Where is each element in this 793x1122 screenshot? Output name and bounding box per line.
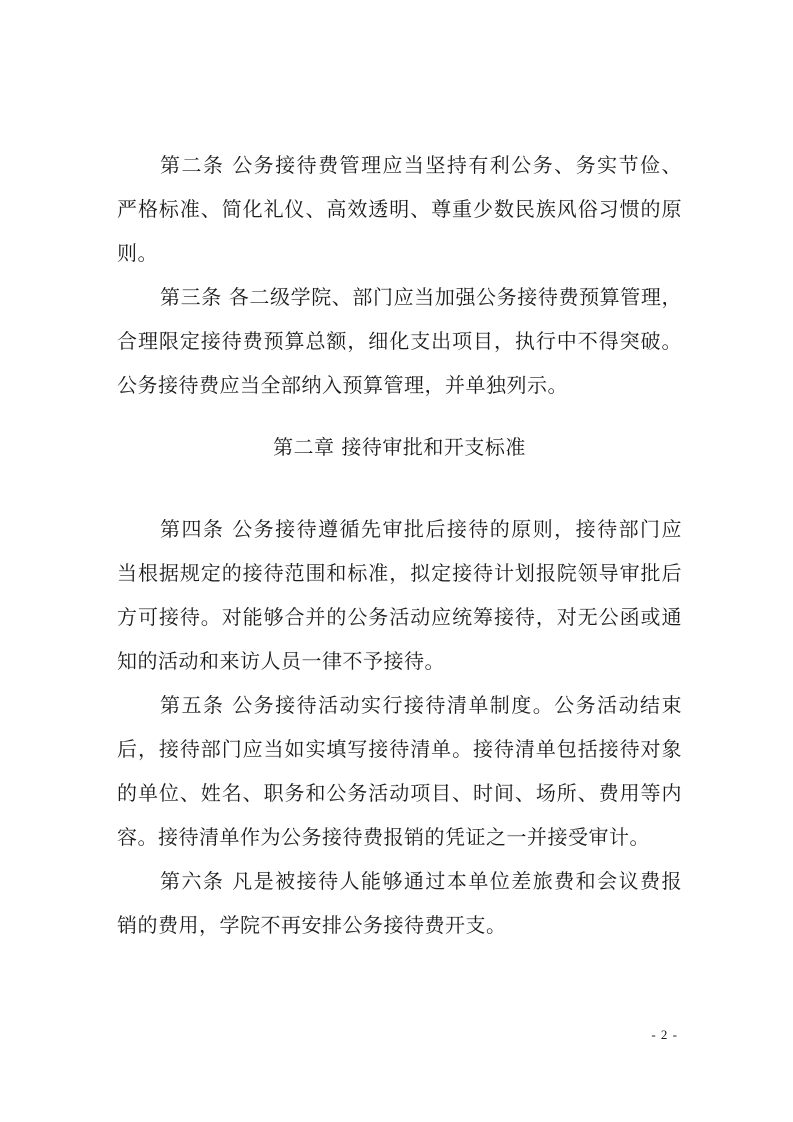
chapter-2-heading: 第二章 接待审批和开支标准 xyxy=(273,435,526,459)
article-3-line-1: 第三条 各二级学院、部门应当加强公务接待费预算管理， xyxy=(160,285,682,309)
article-6-line-2: 销的费用，学院不再安排公务接待费开支。 xyxy=(117,913,507,937)
article-4-line-4: 知的活动和来访人员一律不予接待。 xyxy=(117,649,445,673)
article-2-line-1: 第二条 公务接待费管理应当坚持有利公务、务实节俭、 xyxy=(160,153,682,177)
article-4-line-2: 当根据规定的接待范围和标准，拟定接待计划报院领导审批后 xyxy=(117,561,682,585)
article-6-line-1: 第六条 凡是被接待人能够通过本单位差旅费和会议费报 xyxy=(160,869,682,893)
article-5-line-1: 第五条 公务接待活动实行接待清单制度。公务活动结束 xyxy=(160,693,682,717)
page-number: - 2 - xyxy=(651,1027,678,1042)
article-5-line-2: 后，接待部门应当如实填写接待清单。接待清单包括接待对象 xyxy=(117,737,682,761)
article-4-line-3: 方可接待。对能够合并的公务活动应统筹接待，对无公函或通 xyxy=(117,605,682,629)
article-2-line-2: 严格标准、简化礼仪、高效透明、尊重少数民族风俗习惯的原 xyxy=(117,197,682,221)
article-3-line-2: 合理限定接待费预算总额，细化支出项目，执行中不得突破。 xyxy=(117,329,682,353)
article-5-line-4: 容。接待清单作为公务接待费报销的凭证之一并接受审计。 xyxy=(117,825,650,849)
article-3-line-3: 公务接待费应当全部纳入预算管理，并单独列示。 xyxy=(117,373,568,397)
article-4-line-1: 第四条 公务接待遵循先审批后接待的原则，接待部门应 xyxy=(160,517,682,541)
article-2-line-3: 则。 xyxy=(117,241,158,265)
article-5-line-3: 的单位、姓名、职务和公务活动项目、时间、场所、费用等内 xyxy=(117,781,682,805)
